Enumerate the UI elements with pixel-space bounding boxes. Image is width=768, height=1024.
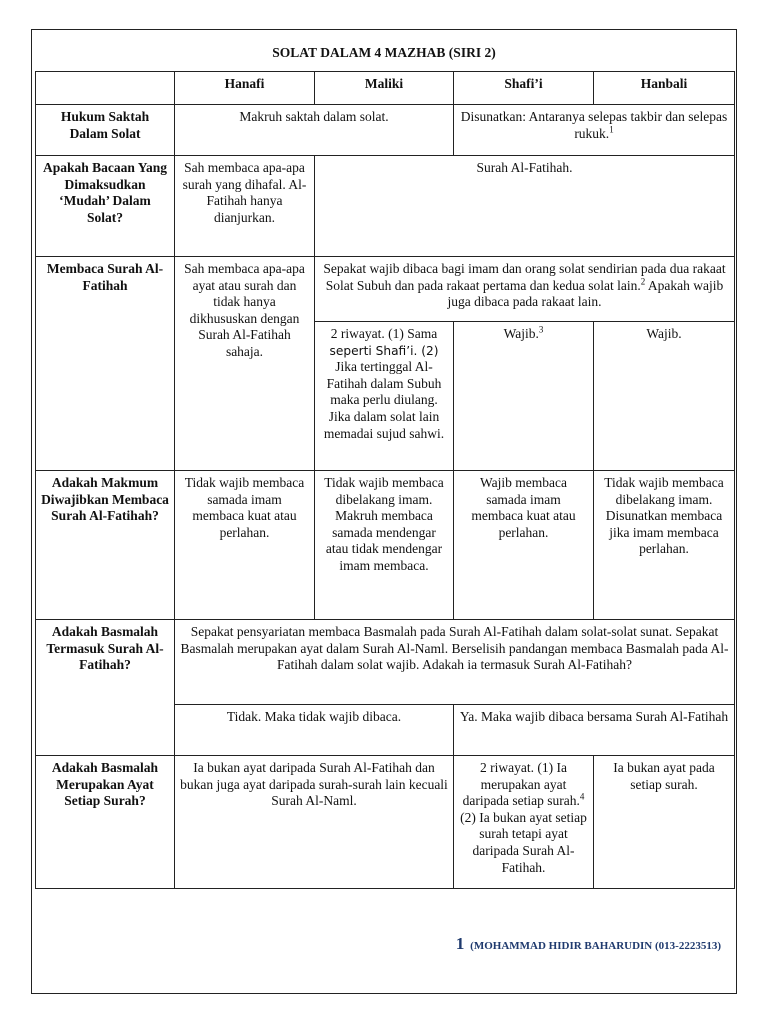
basmalah-hanafi-maliki: Tidak. Maka tidak wajib dibaca.	[175, 705, 454, 756]
header-hanbali: Hanbali	[594, 72, 735, 105]
fatihah-maliki-text-a: 2 riwayat. (1) Sama	[330, 326, 438, 341]
footnote-1: 1	[609, 124, 614, 135]
header-empty	[36, 72, 175, 105]
bacaan-others: Surah Al-Fatihah.	[315, 156, 735, 257]
row-basmalah-a	[36, 620, 735, 705]
fatihah-hanafi: Sah membaca apa-apa ayat atau surah dan tidak hanya dikhususkan dengan Surah Al-Fatihah sahaja.	[175, 257, 315, 471]
fatihah-shafii	[454, 322, 594, 471]
fatihah-shafii-text: Wajib.	[503, 326, 539, 341]
ayat-hanafi-maliki: Ia bukan ayat daripada Surah Al-Fatihah dan bukan juga ayat daripada surah-surah lain kecuali Surah Al-Naml.	[175, 756, 454, 889]
document-title: SOLAT DALAM 4 MAZHAB (SIRI 2)	[272, 45, 496, 60]
saktah-shafii-hanbali	[454, 105, 735, 156]
ayat-shafii	[454, 756, 594, 889]
row-saktah	[36, 105, 735, 156]
footnote-3: 3	[538, 324, 544, 335]
header-shafii: Shafi’i	[454, 72, 594, 105]
makmum-maliki: Tidak wajib membaca dibelakang imam. Makruh membaca samada mendengar atau tidak mendengar imam membaca.	[315, 471, 454, 620]
header-maliki: Maliki	[315, 72, 454, 105]
row-bacaan	[36, 156, 735, 257]
fatihah-others-text-b: Apakah wajib juga dibaca pada rakaat lain.	[447, 277, 724, 310]
question-bacaan: Apakah Bacaan Yang Dimaksudkan ‘Mudah’ Dalam Solat?	[36, 156, 175, 257]
mazhab-comparison-table	[35, 71, 735, 889]
fatihah-maliki-text-c: Jika tertinggal Al-Fatihah dalam Subuh maka perlu diulang. Jika dalam solat lain memadai sujud sahwi.	[323, 359, 445, 441]
saktah-hanafi-maliki: Makruh saktah dalam solat.	[175, 105, 454, 156]
fatihah-maliki	[315, 322, 454, 471]
row-fatihah-a	[36, 257, 735, 322]
makmum-shafii: Wajib membaca samada imam membaca kuat atau perlahan.	[454, 471, 594, 620]
saktah-shafii-hanbali-text: Disunatkan: Antaranya selepas takbir dan selepas rukuk.	[460, 109, 728, 141]
question-basmalah: Adakah Basmalah Termasuk Surah Al-Fatihah?	[36, 620, 175, 756]
footnote-4: 4	[579, 791, 585, 802]
basmalah-all: Sepakat pensyariatan membaca Basmalah pada Surah Al-Fatihah dalam solat-solat sunat. Sepakat Basmalah merupakan ayat dalam Surah Al-Naml. Berselisih pandangan membaca Basmalah pada Al-Fatihah dalam solat wajib. Adakah ia termasuk Surah Al-Fatihah?	[175, 620, 735, 705]
ayat-shafii-text-b: (2) Ia bukan ayat setiap surah tetapi ayat daripada Surah Al-Fatihah.	[460, 809, 587, 875]
question-saktah: Hukum Saktah Dalam Solat	[36, 105, 175, 156]
header-hanafi: Hanafi	[175, 72, 315, 105]
document-page	[31, 29, 737, 994]
basmalah-shafii-hanbali: Ya. Maka wajib dibaca bersama Surah Al-Fatihah	[454, 705, 735, 756]
page-number: 1	[455, 934, 465, 953]
fatihah-maliki-text-b: seperti Shafi’i. (2)	[329, 343, 439, 358]
row-ayat	[36, 756, 735, 889]
bacaan-hanafi: Sah membaca apa-apa surah yang dihafal. Al-Fatihah hanya dianjurkan.	[175, 156, 315, 257]
makmum-hanafi: Tidak wajib membaca samada imam membaca kuat atau perlahan.	[175, 471, 315, 620]
footnote-2: 2	[640, 276, 646, 287]
question-makmum: Adakah Makmum Diwajibkan Membaca Surah Al-Fatihah?	[36, 471, 175, 620]
fatihah-others	[315, 257, 735, 322]
fatihah-hanbali: Wajib.	[594, 322, 735, 471]
ayat-shafii-text-a: 2 riwayat. (1) Ia merupakan ayat daripada setiap surah.	[462, 760, 580, 809]
makmum-hanbali: Tidak wajib membaca dibelakang imam. Disunatkan membaca jika imam membaca perlahan.	[594, 471, 735, 620]
question-ayat: Adakah Basmalah Merupakan Ayat Setiap Surah?	[36, 756, 175, 889]
question-fatihah: Membaca Surah Al-Fatihah	[36, 257, 175, 471]
page-footer	[31, 934, 737, 954]
footer-author: (MOHAMMAD HIDIR BAHARUDIN (013-2223513)	[470, 940, 721, 952]
header-row	[36, 72, 735, 105]
ayat-hanbali: Ia bukan ayat pada setiap surah.	[594, 756, 735, 889]
row-makmum	[36, 471, 735, 620]
fatihah-others-text-a: Sepakat wajib dibaca bagi imam dan orang solat sendirian pada dua rakaat Solat Subuh dan pada rakaat pertama dan kedua solat lain.	[323, 261, 726, 293]
